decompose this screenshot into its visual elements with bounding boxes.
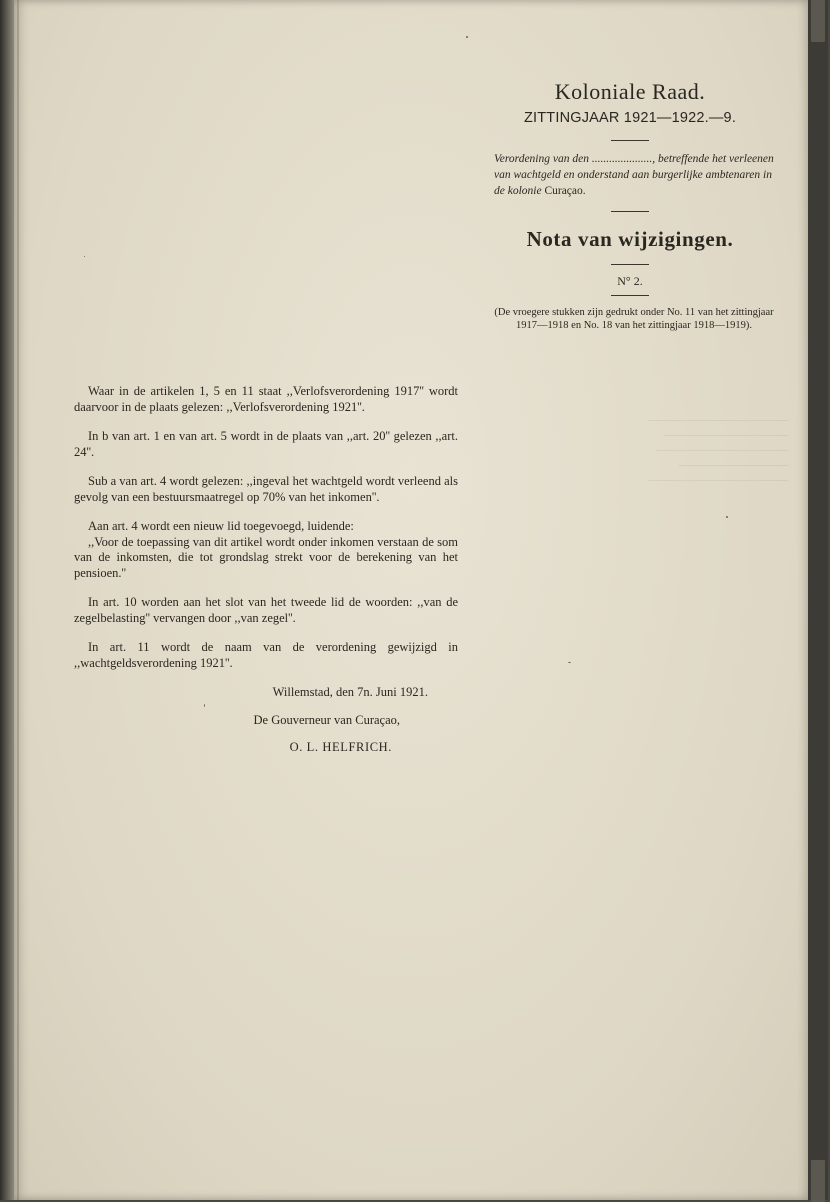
scan-edge-right — [808, 0, 828, 1200]
paragraph: In art. 10 worden aan het slot van het tweede lid de woorden: ,,van de zegelbelasting'' vervangen door ,,van zegel''. — [74, 595, 458, 625]
council-title: Koloniale Raad. — [554, 79, 706, 104]
paper-speck — [568, 662, 571, 663]
divider-rule — [611, 295, 649, 296]
ordinance-title-upright: Curaçao. — [544, 185, 586, 197]
paragraph: In b van art. 1 en van art. 5 wordt in de plaats van ,,art. 20'' gelezen ,,art. 24''. — [74, 429, 458, 459]
document-header — [486, 78, 774, 332]
document-heading: Nota van wijzigingen. — [526, 227, 734, 251]
paragraph: Aan art. 4 wordt een nieuw lid toegevoegd, luidende: — [88, 519, 354, 533]
paper-speck — [84, 256, 85, 257]
divider-rule — [611, 264, 649, 265]
signatory-role: De Gouverneur van Curaçao, — [253, 712, 400, 727]
paragraph: Sub a van art. 4 wordt gelezen: ,,ingeval het wachtgeld wordt verleend als gevolg van een bestuursmaatregel op 70% van het inkomen''. — [74, 474, 458, 504]
paragraph: In art. 11 wordt de naam van de verordening gewijzigd in ,,wachtgeldsverordening 1921''. — [74, 640, 458, 670]
ordinance-title-italic: Verordening van den ....................., betreffende het verleenen van wachtgeld en onderstand aan burgerlijke ambtenaren in de kolonie — [494, 153, 774, 197]
page-fold — [17, 0, 19, 1200]
bleed-through-text: ────────────────── ──────────────── ───────────────── ────────────── ────────────────── — [647, 415, 788, 487]
paper-speck — [204, 704, 205, 707]
document-page — [14, 0, 808, 1200]
paper-speck — [726, 516, 728, 518]
paper-speck — [466, 36, 468, 38]
place-date: Willemstad, den 7n. Juni 1921. — [272, 685, 428, 699]
amendments-text — [74, 384, 458, 756]
paragraph: Waar in de artikelen 1, 5 en 11 staat ,,Verlofsverordening 1917'' wordt daarvoor in de plaats gelezen: ,,Verlofsverordening 1921''. — [74, 384, 458, 414]
divider-rule — [611, 211, 649, 212]
session-year: ZITTINGJAAR 1921—1922.—9. — [523, 110, 737, 126]
previous-documents-note: (De vroegere stukken zijn gedrukt onder No. 11 van het zittingjaar 1917—1918 en No. 18 van het zittingjaar 1918—1919). — [494, 307, 774, 331]
paragraph: ,,Voor de toepassing van dit artikel wordt onder inkomen verstaan de som van de inkomsten, die tot grondslag strekt voor de berekening van het pensioen.'' — [74, 534, 458, 580]
scan-patch — [811, 1160, 825, 1202]
document-number: N° 2. — [617, 274, 643, 288]
divider-rule — [611, 140, 649, 141]
scan-edge-left — [0, 0, 14, 1200]
signatory-name: O. L. HELFRICH. — [289, 740, 392, 754]
ordinance-title — [494, 151, 774, 199]
scan-patch — [811, 0, 825, 42]
